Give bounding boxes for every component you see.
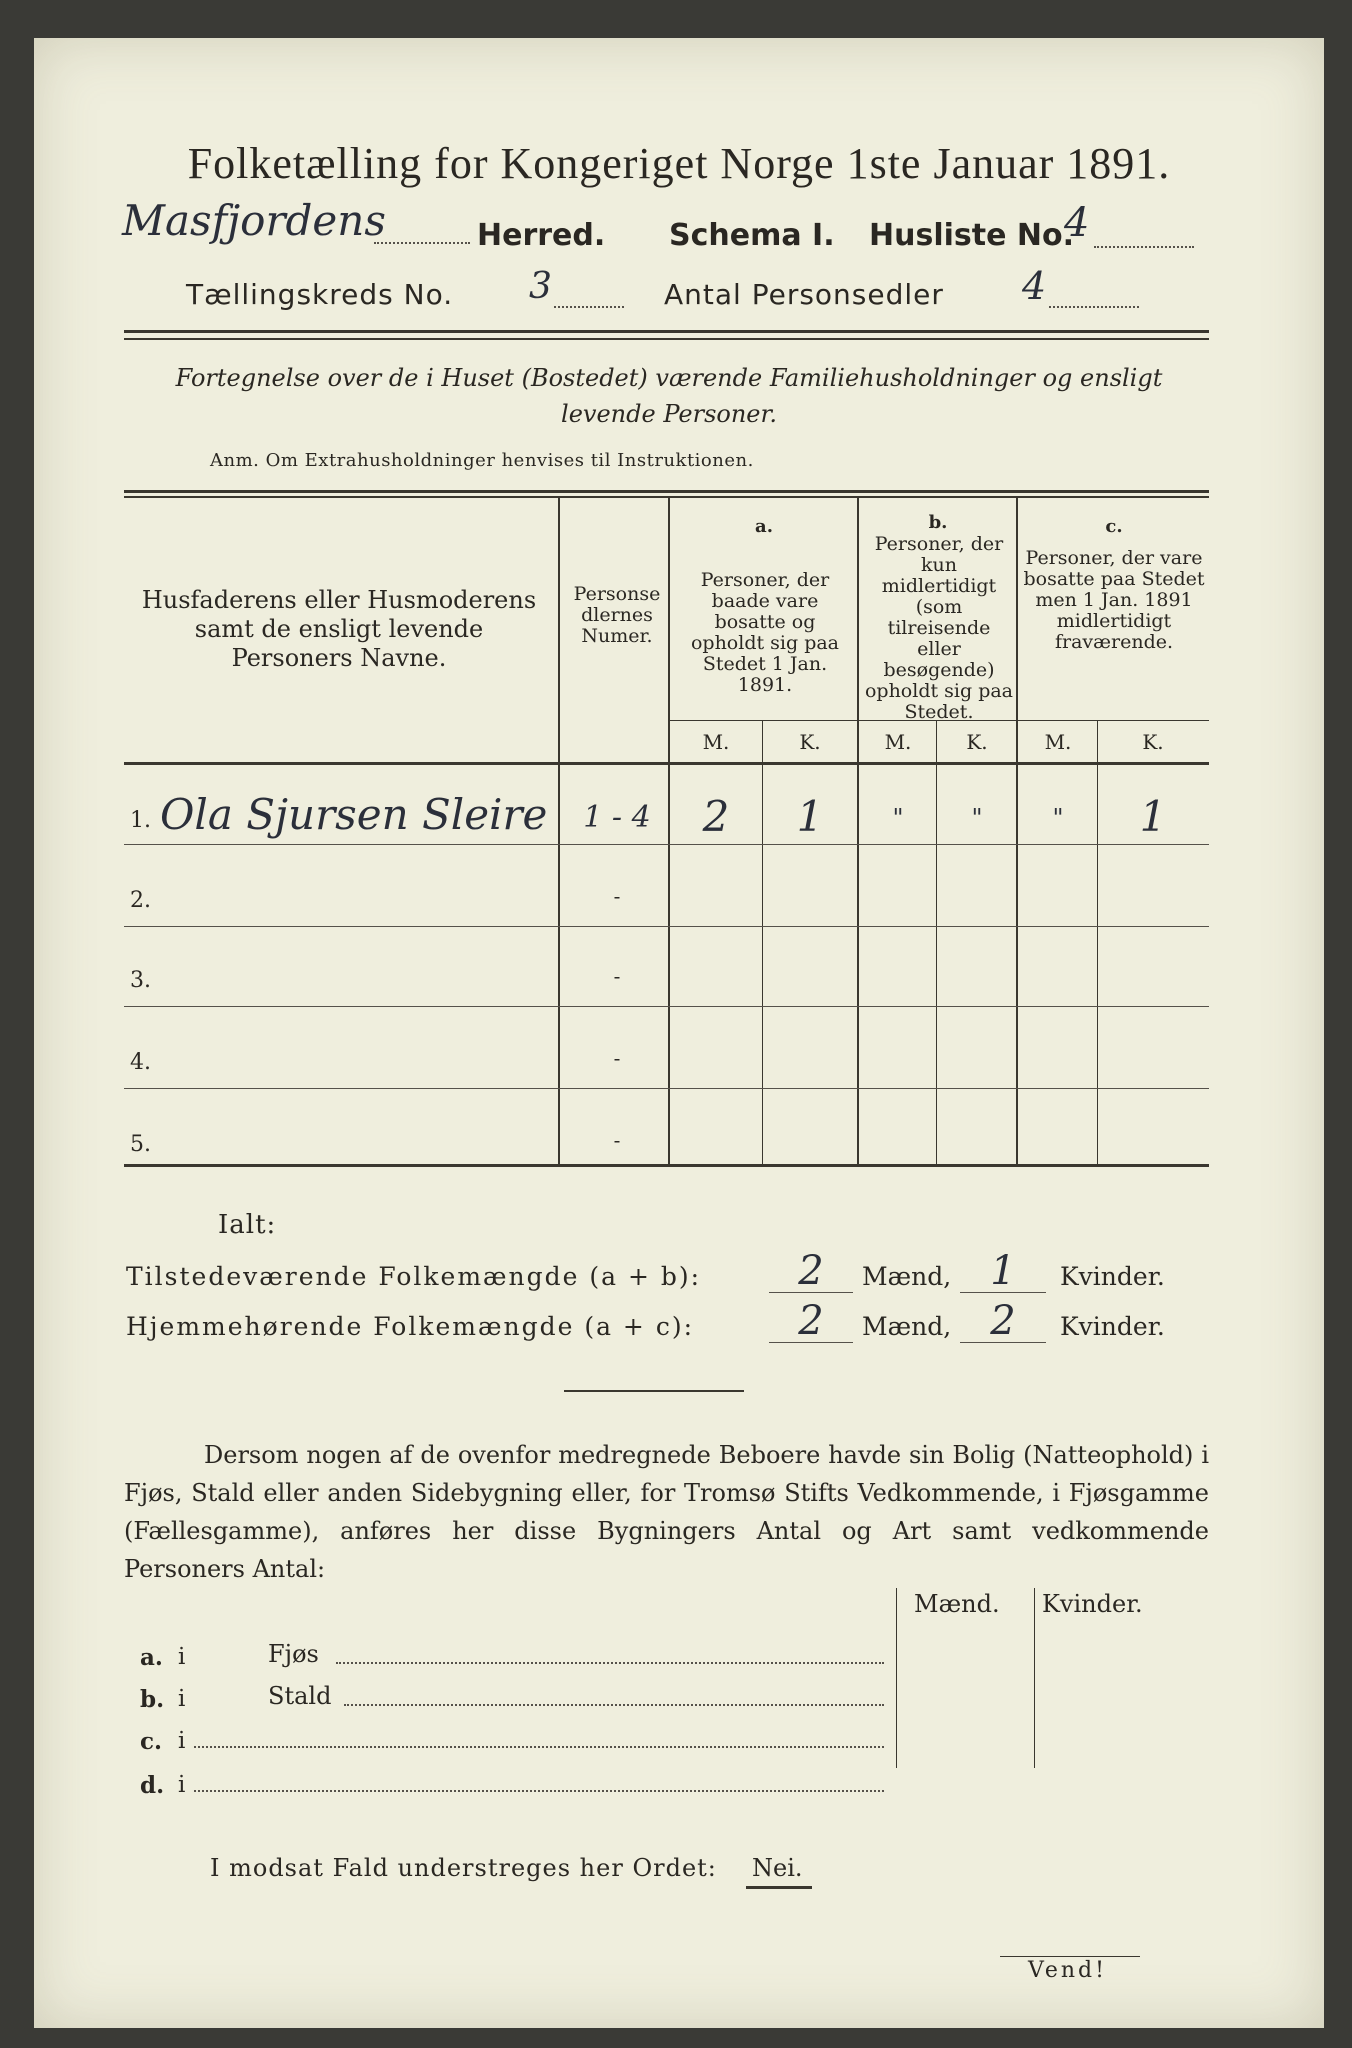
sidebygning-paragraph: Dersom nogen af de ovenfor medregnede Beboere havde sin Bolig (Natteophold) i Fjøs, Stald eller anden Sidebygning eller, for Tromsø Stifts Vedkommende, i Fjøsgamme (Fællesgamme), anføres her disse Bygningers Antal og Art samt vedkommende Personers Antal: [124, 1441, 1209, 1583]
row-name: Ola Sjursen Sleire [160, 790, 548, 839]
a-k-label: K. [799, 730, 821, 754]
tilstede-m-value: 2 [798, 1248, 824, 1294]
c-m-label: M. [1044, 730, 1072, 754]
row-c-m: " [1052, 804, 1064, 832]
group-a-header: Personer, der baade vare bosatte og opholdt sig paa Stedet 1 Jan. 1891. [690, 569, 840, 696]
building-letter: c. [140, 1728, 163, 1755]
table-top-rule [124, 490, 1209, 493]
hjemme-m-value: 2 [798, 1298, 824, 1344]
row-personsedler: - [613, 884, 621, 908]
row-rule-3 [124, 1006, 1209, 1007]
col-rule-a [857, 496, 859, 1166]
building-dots [344, 1704, 884, 1706]
building-i: i [178, 1644, 186, 1670]
section-divider [564, 1390, 744, 1392]
row-personsedler: - [613, 1046, 621, 1070]
tilstede-maend: Mænd, [862, 1262, 952, 1291]
hjemme-k-value: 2 [990, 1298, 1016, 1344]
hjemme-maend: Mænd, [862, 1312, 952, 1341]
hjemme-kvinder: Kvinder. [1060, 1312, 1165, 1341]
table-top-rule-2 [124, 496, 1209, 498]
row-personsedler: - [613, 1128, 621, 1152]
group-b-header: Personer, der kun midlertidigt (som tilreisende eller besøgende) opholdt sig paa Stedet. [864, 533, 1014, 723]
col-header-name: Husfaderens eller Husmoderens samt de ensligt levende Personers Navne. [141, 586, 537, 672]
row-number: 1. [130, 808, 151, 833]
group-b-letter: b. [928, 512, 948, 533]
hjemme-label: Hjemmehørende Folkemængde (a + c): [126, 1312, 694, 1341]
row-a-k: 1 [796, 792, 824, 841]
c-k-label: K. [1142, 730, 1164, 754]
row-a-m: 2 [702, 792, 730, 841]
row-rule-2 [124, 926, 1209, 927]
col-rule-name [558, 496, 560, 1166]
schema-label: Schema I. [669, 218, 835, 253]
col-rule-c-mk [1097, 720, 1098, 1166]
building-i: i [178, 1772, 186, 1798]
husliste-label: Husliste No. [869, 218, 1074, 253]
row-rule-1 [124, 844, 1209, 845]
building-letter: a. [140, 1644, 163, 1671]
building-letter: b. [140, 1686, 165, 1713]
antal-dots [1049, 306, 1139, 308]
b-k-label: K. [966, 730, 988, 754]
note-col-maend: Mænd. [914, 1590, 1000, 1618]
building-dots [336, 1662, 884, 1664]
b-m-label: M. [884, 730, 912, 754]
tilstede-kvinder: Kvinder. [1060, 1262, 1165, 1291]
note-col-rule-2 [1034, 1588, 1035, 1768]
row-number: 3. [130, 968, 151, 993]
form-title: Folketælling for Kongeriget Norge 1ste Januar 1891. [187, 139, 1171, 188]
building-dots [194, 1746, 884, 1748]
nei-underline [746, 1886, 812, 1889]
col-rule-b-mk [936, 720, 937, 1166]
table-bottom-rule [124, 1164, 1209, 1167]
col-header-num: Personsedlernes Numer. [573, 583, 661, 647]
herred-dots [374, 242, 470, 244]
row-number: 5. [130, 1132, 151, 1157]
group-a-letter: a. [755, 516, 773, 537]
row-c-k: 1 [1139, 792, 1167, 841]
kreds-label: Tællingskreds No. [186, 278, 454, 311]
building-dots [194, 1790, 884, 1792]
antal-value: 4 [1022, 264, 1047, 308]
col-rule-b [1016, 496, 1018, 1166]
tilstede-k-value: 1 [990, 1248, 1016, 1294]
row-b-m: " [892, 804, 904, 832]
herred-label: Herred. [477, 218, 606, 253]
intro-line-1: Fortegnelse over de i Huset (Bostedet) værende Familiehusholdninger og ensligt [175, 364, 1163, 392]
ialt-label: Ialt: [218, 1210, 277, 1240]
husliste-dots [1094, 246, 1194, 248]
husliste-value: 4 [1064, 200, 1090, 246]
modsat-text: I modsat Fald understreges her Ordet: [210, 1854, 717, 1882]
building-letter: d. [140, 1772, 165, 1799]
building-label: Stald [268, 1682, 332, 1710]
building-i: i [178, 1686, 186, 1712]
group-c-letter: c. [1105, 516, 1123, 537]
antal-label: Antal Personsedler [664, 278, 944, 311]
building-i: i [178, 1728, 186, 1754]
intro-line-2: levende Personer. [561, 400, 777, 428]
kreds-value: 3 [529, 266, 552, 307]
building-label: Fjøs [268, 1640, 319, 1668]
herred-value: Masfjordens [122, 196, 386, 245]
row-b-k: " [971, 804, 983, 832]
note-col-rule-1 [896, 1588, 897, 1768]
header-rule-top [124, 330, 1209, 333]
row-rule-4 [124, 1088, 1209, 1089]
note-col-kvinder: Kvinder. [1042, 1590, 1143, 1618]
row-number: 4. [130, 1050, 151, 1075]
header-rule-bottom [124, 338, 1209, 340]
anm-note: Anm. Om Extrahusholdninger henvises til Instruktionen. [210, 450, 754, 471]
table-header-bottom-rule [124, 762, 1209, 765]
a-m-label: M. [702, 730, 730, 754]
census-form-page [34, 38, 1324, 2028]
row-personsedler: - [613, 964, 621, 988]
row-number: 2. [130, 888, 151, 913]
row-personsedler: 1 - 4 [583, 800, 651, 835]
tilstede-label: Tilstedeværende Folkemængde (a + b): [126, 1262, 702, 1291]
col-rule-a-mk [762, 720, 763, 1166]
kreds-dots [554, 306, 624, 308]
vend-rule [1000, 1956, 1140, 1957]
vend-text: Vend! [1028, 1958, 1107, 1983]
group-c-header: Personer, der vare bosatte paa Stedet men 1 Jan. 1891 midlertidigt fraværende. [1023, 547, 1205, 653]
nei-word: Nei. [752, 1854, 803, 1882]
